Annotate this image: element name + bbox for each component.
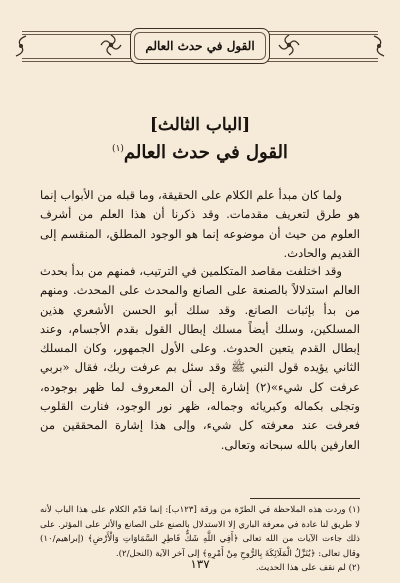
footnote-2: (٢) لم نقف على هذا الحديث. — [255, 563, 360, 573]
footnote-1: (١) وردت هذه الملاحظة في الطرّة من ورقة [١٢٣ب]: إنما قدّم الكلام على هذا الباب لأنه لا طريق لنا عادة في معرفة الباري إلا الاستدلال بالصنع على الصانع والأثر على المؤثر. على ذلك جاءت الآيات من الله تعالى ﴿أَفِي اللَّهِ شَكٌّ فَاطِرِ السَّمَاوَاتِ وَالْأَرْضِ﴾ (إبراهيم/١٠) وقال تعالى: ﴿يُنَزِّلُ الْمَلَائِكَةَ بِالرُّوحِ مِنْ أَمْرِهِ﴾ إلى آخر الآية (النحل/٢). — [40, 505, 360, 559]
body-paragraph — [40, 186, 360, 263]
paragraph-1: ولما كان مبدأ علم الكلام على الحقيقة، وما قبله من الأبواب إنما هو طرق لتعريف مقدمات. وقد ذكرنا أن هذا العلم من أشرف العلوم من حيث أن موضوعه إنما هو الوجود المطلق، المنقسم إلى القديم والحادث. — [40, 188, 360, 260]
chapter-title — [0, 142, 400, 163]
floral-ornament-icon — [276, 32, 302, 58]
chapter-title-text: القول في حدث العالم — [123, 142, 288, 163]
chapter-label: [الباب الثالث] — [149, 115, 251, 135]
footnote-divider — [250, 498, 360, 499]
footnote-marker[interactable]: (١) — [112, 144, 124, 154]
page-number: ١٣٧ — [190, 557, 210, 571]
body-paragraph — [40, 262, 360, 455]
running-title: القول في حدث العالم — [145, 39, 255, 53]
corner-ornament-icon — [372, 34, 386, 58]
paragraph-2: وقد اختلفت مقاصد المتكلمين في الترتيب، فمنهم من بدأ بحدث العالم استدلالاً بالصنعة على الصانع والمحدث على المحدث. ومنهم من بدأ بإثبات الصانع. وقد سلك أبو الحسن الأشعري هذين المسلكين، وسلك أيضاً مسلك إبطال القول بقدم الأجسام، وعند إبطال القدم يتعين الحدوث. وعلى الأول الجمهور، وكان المسلك الثاني يؤيده قول النبي ﷺ وقد سئل بم عرفت ربك، فقال «بربي عرفت كل شيء»(٢) إشارة إلى أن المعروف لما ظهر بوجوده، وتجلى بكماله وكبريائه وجماله، ظهر نور الوجود، فنارت القلوب فعرفت عند معرفته كل شيء، وإلى هذا إشارة المحققين من العارفين بالله سبحانه وتعالى. — [40, 264, 361, 452]
floral-ornament-icon — [98, 32, 124, 58]
running-header — [130, 28, 270, 64]
corner-ornament-icon — [14, 34, 28, 58]
